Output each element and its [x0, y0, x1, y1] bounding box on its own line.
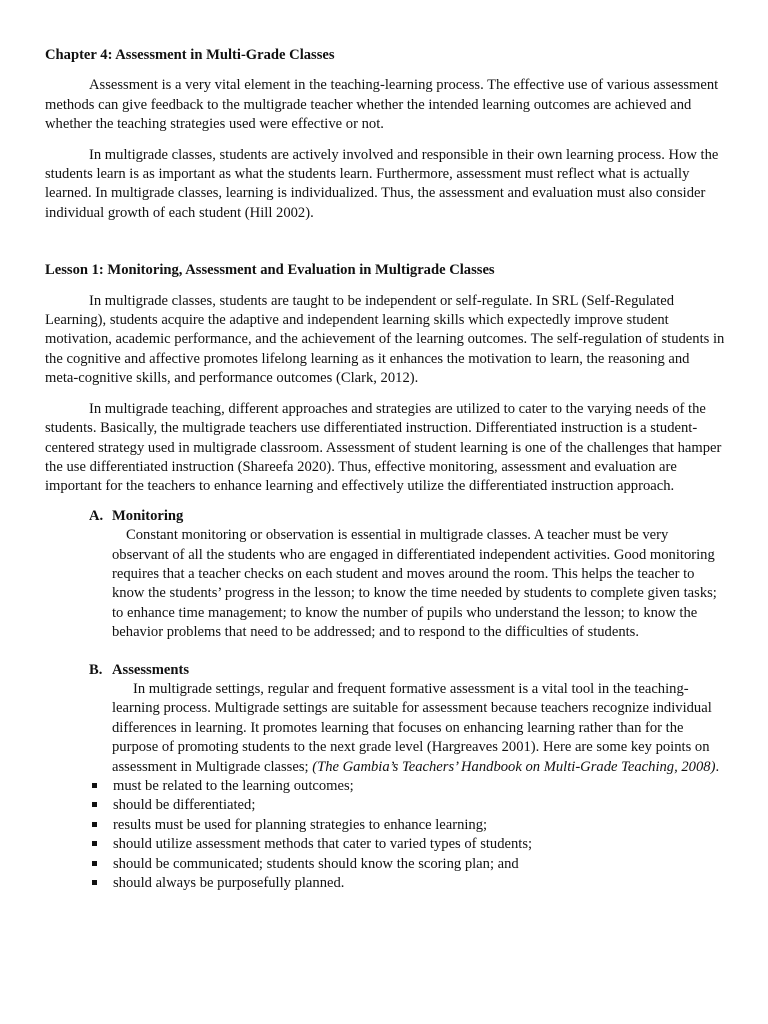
- section-monitoring: [45, 507, 725, 643]
- square-bullet-icon: [92, 802, 97, 807]
- list-item: [113, 777, 725, 796]
- list-item: [113, 816, 725, 835]
- list-item: [113, 796, 725, 815]
- citation-end: .: [715, 758, 720, 775]
- chapter-title: Chapter 4: Assessment in Multi-Grade Classes: [45, 47, 335, 63]
- square-bullet-icon: [92, 822, 97, 827]
- document-page: [45, 46, 725, 893]
- section-letter: A.: [89, 507, 104, 524]
- square-bullet-icon: [92, 841, 97, 846]
- lesson-paragraph: In multigrade classes, students are taught to be independent or self-regulate. In SRL (Self-Regulated Learning), students acquire the adaptive and independent learning skills which expectedly improve student motivation, academic performance, and the achievement of the learning outcomes. The self-regulation of students in the cognitive and affective promotes lifelong learning as it enhances the motivation to learn, the reasoning and meta-cognitive skills, and performance outcomes (Clark, 2012).: [45, 292, 725, 387]
- square-bullet-icon: [92, 783, 97, 788]
- handbook-citation: (The Gambia’s Teachers’ Handbook on Multi-Grade Teaching, 2008): [312, 758, 716, 775]
- section-assessments: [45, 661, 725, 777]
- list-item-text: should utilize assessment methods that cater to varied types of students;: [113, 836, 533, 853]
- section-title: Assessments: [112, 661, 190, 678]
- key-points-list: [45, 777, 725, 893]
- lesson-paragraph: In multigrade teaching, different approaches and strategies are utilized to cater to the varying needs of the students. Basically, the multigrade teachers use differentiated instruction. Differentiated instruction is a student-centered strategy used in multigrade classroom. Assessment of student learning is one of the challenges that hamper the use differentiated instruction (Shareefa 2020). Thus, effective monitoring, assessment and evaluation are important for the teachers to enhance learning and effectively utilize the differentiated instruction approach.: [45, 400, 722, 495]
- section-body: [112, 680, 725, 777]
- list-item: [113, 874, 725, 893]
- list-item-text: should be differentiated;: [113, 797, 256, 814]
- list-item: [113, 835, 725, 854]
- list-item-text: must be related to the learning outcomes;: [113, 778, 354, 794]
- list-item-text: should always be purposefully planned.: [113, 875, 345, 892]
- section-body-text: In multigrade settings, regular and frequent formative assessment is a vital tool in the teaching-learning process. Multigrade settings are suitable for assessment because teachers recognize individual differences in learning. It promotes learning that focuses on enhancing learning rather than for the purpose of promoting students to the next grade level (Hargreaves 2001). Here are some key points on assessment in Multigrade classes;: [112, 680, 712, 775]
- list-item: [113, 855, 725, 874]
- lesson-title: Lesson 1: Monitoring, Assessment and Evaluation in Multigrade Classes: [45, 262, 495, 279]
- list-item-text: results must be used for planning strategies to enhance learning;: [113, 816, 488, 833]
- section-body: Constant monitoring or observation is essential in multigrade classes. A teacher must be very observant of all the students who are engaged in differentiated independent activities. Good monitoring requires that a teacher checks on each student and moves around the room. This helps the teacher to know the students’ progress in the lesson; to know the time needed by students to complete given tasks; to enhance time management; to know the number of pupils who understand the lesson; to know the behavior problems that need to be addressed; and to respond to the difficulties of students.: [112, 527, 717, 641]
- chapter-paragraph: In multigrade classes, students are actively involved and responsible in their own learning process. How the students learn is as important as what the students learn. Furthermore, assessment must reflect what is actually learned. In multigrade classes, learning is individualized. Thus, the assessment and evaluation must also consider individual growth of each student (Hill 2002).: [45, 146, 719, 221]
- square-bullet-icon: [92, 880, 97, 885]
- section-letter: B.: [89, 661, 103, 678]
- chapter-paragraph: Assessment is a very vital element in the teaching-learning process. The effective use of various assessment methods can give feedback to the multigrade teacher whether the intended learning outcomes are achieved and whether the teaching strategies used were effective or not.: [45, 77, 719, 133]
- section-title: Monitoring: [112, 507, 184, 524]
- list-item-text: should be communicated; students should know the scoring plan; and: [113, 855, 519, 872]
- square-bullet-icon: [92, 861, 97, 866]
